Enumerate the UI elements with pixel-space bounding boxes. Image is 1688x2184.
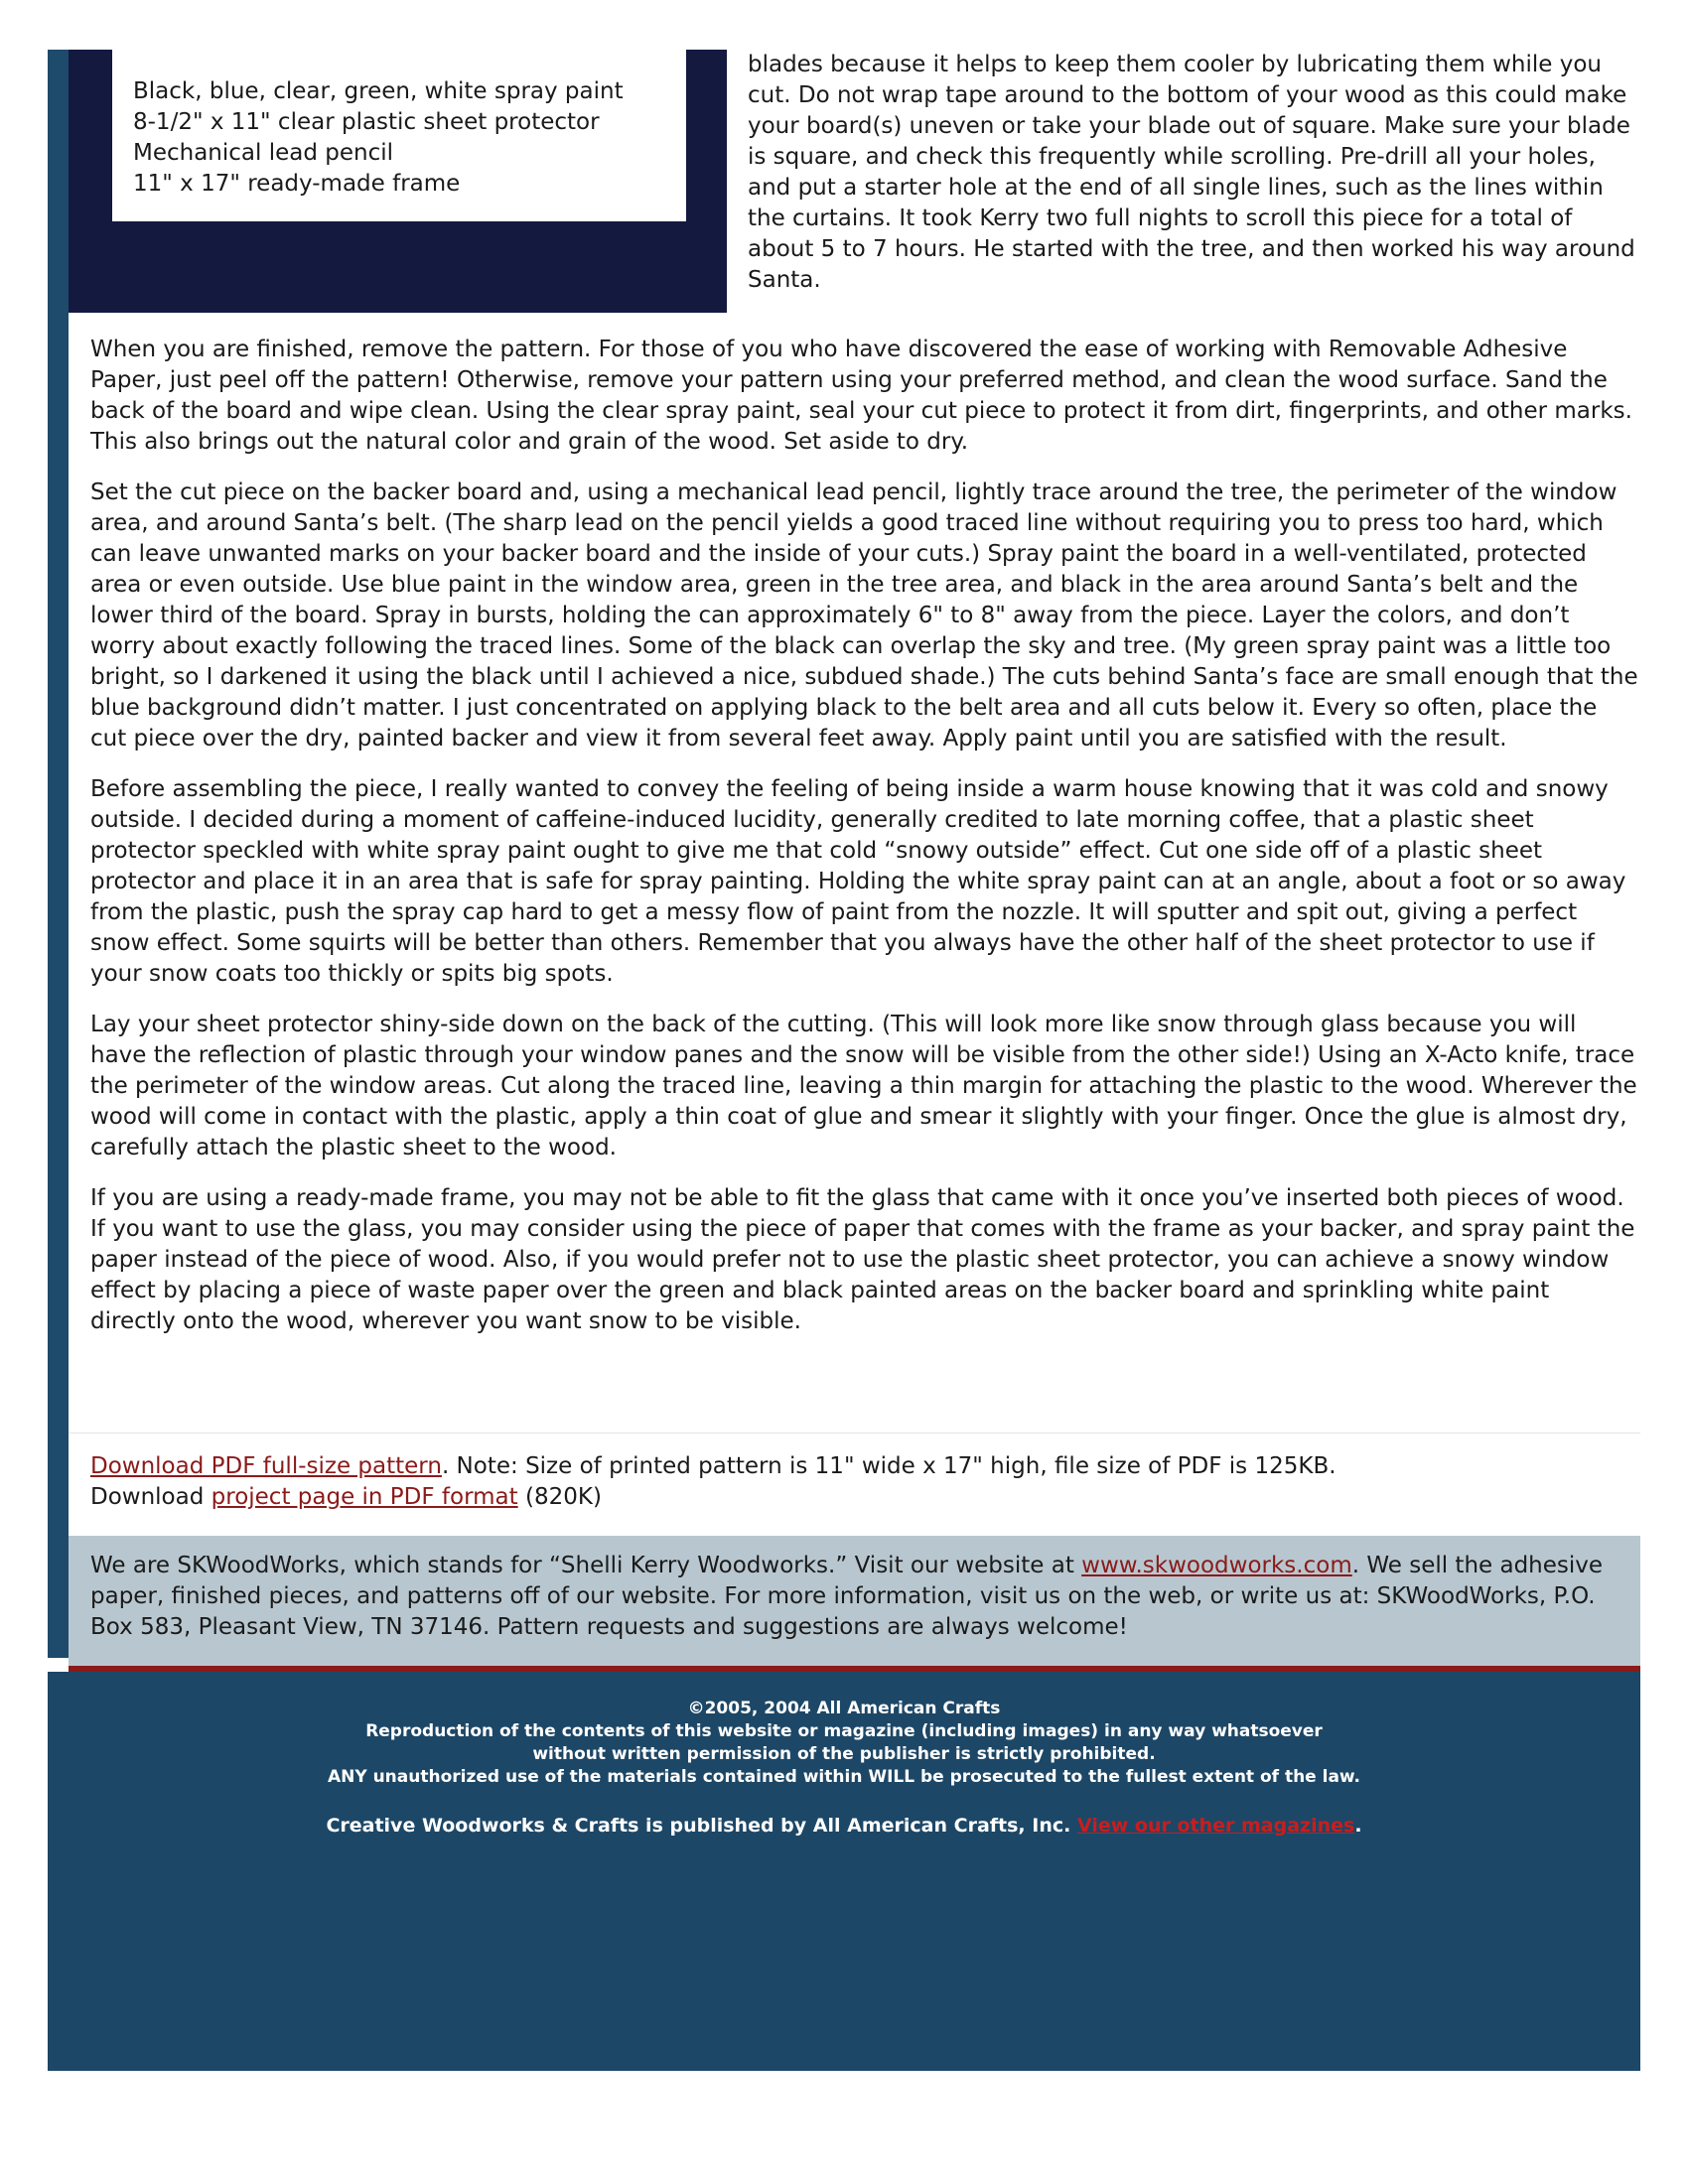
about-text-continued: . We sell the adhesive paper, finished pieces, and patterns off of our website. For more information, visit us on the web, or write us at: SKWoodWorks, P.O. Box 583, Pleasant View, TN 37146. Pattern requests and suggestions are always welcome!: [90, 1553, 1604, 1640]
paragraph: When you are finished, remove the pattern. For those of you who have discovered the ease of working with Removable Adhesive Paper, just peel off the pattern! Otherwise, remove your pattern using your preferred method, and clean the wood surface. Sand the back of the board and wipe clean. Using the clear spray paint, seal your cut piece to protect it from dirt, fingerprints, and other marks. This also brings out the natural color and grain of the wood. Set aside to dry.: [90, 337, 1632, 455]
materials-item: Black, blue, clear, green, white spray paint: [133, 78, 624, 104]
about-text: We are SKWoodWorks, which stands for “Shelli Kerry Woodworks.” Visit our website at: [90, 1553, 1082, 1578]
article-body: [90, 335, 1639, 1357]
publisher-line: [48, 1815, 1640, 1837]
page: [48, 50, 1640, 2071]
intro-paragraph: blades because it helps to keep them cooler by lubricating them while you cut. Do not wrap tape around to the bottom of your wood as this could make your board(s) uneven or take your blade out of square. Make sure your blade is square, and check this frequently while scrolling. Pre-drill all your holes, and put a starter hole at the end of all single lines, such as the lines within the curtains. It took Kerry two full nights to scroll this piece for a total of about 5 to 7 hours. He started with the tree, and then worked his way around Santa.: [748, 52, 1635, 293]
materials-list: [112, 50, 686, 221]
download-page-link[interactable]: project page in PDF format: [211, 1484, 518, 1510]
downloads-section: [90, 1451, 1639, 1513]
download-page-line: [90, 1482, 1639, 1513]
paragraph: Before assembling the piece, I really wanted to convey the feeling of being inside a warm house knowing that it was cold and snowy outside. I decided during a moment of caffeine-induced lucidity, generally credited to late morning coffee, that a plastic sheet protector speckled with white spray paint ought to give me that cold “snowy outside” effect. Cut one side off of a plastic sheet protector and place it in an area that is safe for spray painting. Holding the white spray paint can at an angle, about a foot or so away from the plastic, push the spray cap hard to get a messy flow of paint from the nozzle. It will sputter and spit out, giving a perfect snow effect. Some squirts will be better than others. Remember that you always have the other half of the sheet protector to use if your snow coats too thickly or spits big spots.: [90, 776, 1626, 987]
download-prefix: Download: [90, 1484, 211, 1510]
materials-item: Mechanical lead pencil: [133, 140, 394, 166]
legal-warning: ANY unauthorized use of the materials contained within WILL be prosecuted to the fullest extent of the law.: [327, 1767, 1361, 1787]
other-magazines-link[interactable]: View our other magazines: [1076, 1815, 1355, 1837]
publisher-text: Creative Woodworks & Crafts is published by All American Crafts, Inc.: [326, 1815, 1077, 1837]
download-pattern-link[interactable]: Download PDF full-size pattern: [90, 1453, 442, 1479]
copyright: ©2005, 2004 All American Crafts: [687, 1699, 1001, 1718]
left-accent-strip: [48, 50, 69, 1658]
paragraph: If you are using a ready-made frame, you may not be able to fit the glass that came with it once you’ve inserted both pieces of wood. If you want to use the glass, you may consider using the piece of paper that comes with the frame as your backer, and spray paint the paper instead of the piece of wood. Also, if you would prefer not to use the plastic sheet protector, you can achieve a snowy window effect by placing a piece of waste paper over the green and black painted areas on the backer board and sprinkling white paint directly onto the wood, wherever you want snow to be visible.: [90, 1185, 1635, 1334]
reproduction-notice: Reproduction of the contents of this website or magazine (including images) in any way whatsoever: [365, 1721, 1323, 1741]
paragraph: Set the cut piece on the backer board and, using a mechanical lead pencil, lightly trace around the tree, the perimeter of the window area, and around Santa’s belt. (The sharp lead on the pencil yields a good traced line without requiring you to press too hard, which can leave unwanted marks on your backer board and the inside of your cuts.) Spray paint the board in a well-ventilated, protected area or even outside. Use blue paint in the window area, green in the tree area, and black in the area around Santa’s belt and the lower third of the board. Spray in bursts, holding the can approximately 6" to 8" away from the piece. Layer the colors, and don’t worry about exactly following the traced lines. Some of the black can overlap the sky and tree. (My green spray paint was a little too bright, so I darkened it using the black until I achieved a nice, subdued shade.) The cuts behind Santa’s face are small enough that the blue background didn’t matter. I just concentrated on applying black to the belt area and all cuts below it. Every so often, place the cut piece over the dry, painted backer and view it from several feet away. Apply paint until you are satisfied with the result.: [90, 479, 1638, 751]
materials-item: 11" x 17" ready-made frame: [133, 171, 461, 197]
paragraph: Lay your sheet protector shiny-side down on the back of the cutting. (This will look more like snow through glass because you will have the reflection of plastic through your window panes and the snow will be visible from the other side!) Using an X-Acto knife, trace the perimeter of the window areas. Cut along the traced line, leaving a thin margin for attaching the plastic to the wood. Wherever the wood will come in contact with the plastic, apply a thin coat of glue and smear it slightly with your finger. Once the glue is almost dry, carefully attach the plastic sheet to the wood.: [90, 1012, 1637, 1160]
download-size: (820K): [517, 1484, 602, 1510]
website-link[interactable]: www.skwoodworks.com: [1081, 1553, 1352, 1578]
footer: [48, 1672, 1640, 2071]
about-box: [69, 1536, 1640, 1667]
publisher-period: .: [1354, 1815, 1362, 1837]
reproduction-notice-2: without written permission of the publisher is strictly prohibited.: [532, 1744, 1156, 1764]
pattern-note: . Note: Size of printed pattern is 11" wide x 17" high, file size of PDF is 125KB.: [441, 1453, 1336, 1479]
download-pattern-line: [90, 1451, 1639, 1482]
materials-item: 8-1/2" x 11" clear plastic sheet protector: [133, 109, 600, 135]
